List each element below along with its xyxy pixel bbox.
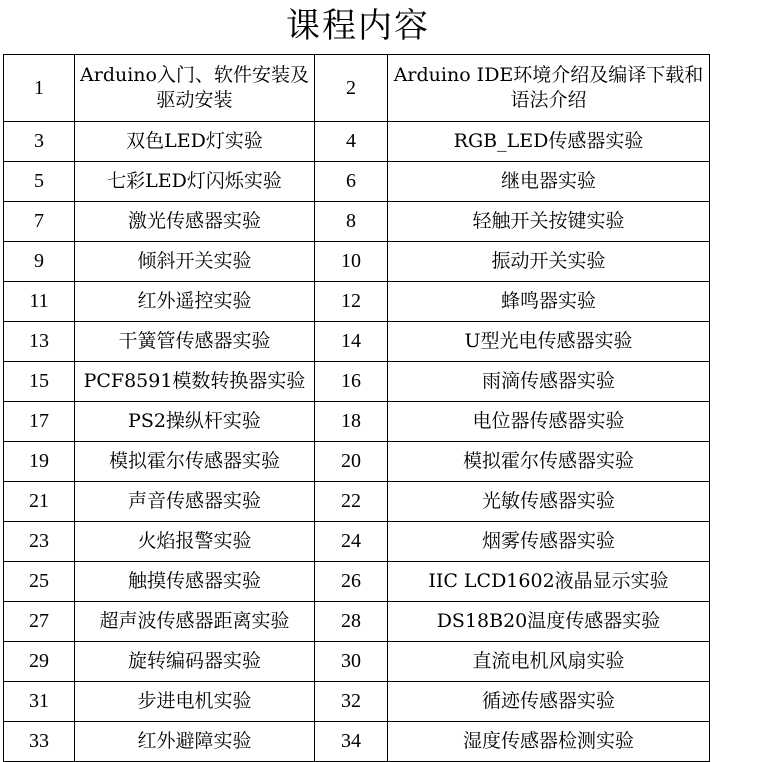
course-name-text: 蜂鸣器实验 bbox=[500, 290, 596, 312]
course-name bbox=[388, 322, 710, 362]
table-row bbox=[4, 442, 710, 482]
course-number: 34 bbox=[315, 722, 388, 762]
table-row bbox=[4, 722, 710, 762]
course-name-text: 倾斜开关实验 bbox=[137, 250, 252, 272]
table-row bbox=[4, 362, 710, 402]
course-number: 13 bbox=[4, 322, 75, 362]
course-name bbox=[75, 322, 315, 362]
course-name bbox=[388, 242, 710, 282]
course-number: 10 bbox=[315, 242, 388, 282]
course-name-text: 七彩LED灯闪烁实验 bbox=[107, 170, 282, 192]
table-row bbox=[4, 562, 710, 602]
course-name-text: 循迹传感器实验 bbox=[481, 690, 615, 712]
course-number: 5 bbox=[4, 162, 75, 202]
table-row bbox=[4, 522, 710, 562]
course-number: 27 bbox=[4, 602, 75, 642]
course-number: 7 bbox=[4, 202, 75, 242]
course-name-text: 步进电机实验 bbox=[137, 690, 252, 712]
course-number: 20 bbox=[315, 442, 388, 482]
course-name bbox=[388, 682, 710, 722]
table-row bbox=[4, 202, 710, 242]
course-number: 4 bbox=[315, 122, 388, 162]
course-name bbox=[388, 442, 710, 482]
table-row bbox=[4, 482, 710, 522]
course-number: 11 bbox=[4, 282, 75, 322]
course-name-text: 激光传感器实验 bbox=[127, 210, 261, 232]
course-name-text: 火焰报警实验 bbox=[137, 530, 252, 552]
course-name bbox=[75, 122, 315, 162]
course-name bbox=[388, 282, 710, 322]
course-name-text: 继电器实验 bbox=[500, 170, 596, 192]
course-name-text: 旋转编码器实验 bbox=[127, 650, 261, 672]
course-name bbox=[75, 642, 315, 682]
table-row bbox=[4, 322, 710, 362]
course-name-text: 光敏传感器实验 bbox=[481, 490, 615, 512]
course-name bbox=[388, 122, 710, 162]
course-name bbox=[75, 202, 315, 242]
course-name bbox=[388, 562, 710, 602]
course-number: 25 bbox=[4, 562, 75, 602]
table-row bbox=[4, 402, 710, 442]
course-name-text: 红外遥控实验 bbox=[137, 290, 252, 312]
course-name-text: 双色LED灯实验 bbox=[126, 130, 263, 152]
course-name-text: 振动开关实验 bbox=[491, 250, 606, 272]
course-name-text: DS18B20温度传感器实验 bbox=[436, 610, 661, 632]
course-name bbox=[75, 442, 315, 482]
course-name-text: PS2操纵杆实验 bbox=[128, 410, 261, 432]
course-name bbox=[75, 602, 315, 642]
course-name bbox=[75, 482, 315, 522]
course-name-text: 超声波传感器距离实验 bbox=[99, 610, 290, 632]
course-number: 15 bbox=[4, 362, 75, 402]
course-number: 22 bbox=[315, 482, 388, 522]
course-name-text: 红外避障实验 bbox=[137, 730, 252, 752]
course-name bbox=[75, 682, 315, 722]
course-name-text: Arduino IDE环境介绍及编译下载和语法介绍 bbox=[393, 64, 704, 111]
course-name bbox=[388, 162, 710, 202]
course-number: 9 bbox=[4, 242, 75, 282]
course-name bbox=[75, 562, 315, 602]
course-name-text: 轻触开关按键实验 bbox=[472, 210, 625, 232]
table-row bbox=[4, 55, 710, 122]
course-number: 14 bbox=[315, 322, 388, 362]
course-number: 29 bbox=[4, 642, 75, 682]
table-row bbox=[4, 122, 710, 162]
table-row bbox=[4, 682, 710, 722]
course-name-text: 烟雾传感器实验 bbox=[481, 530, 615, 552]
course-number: 23 bbox=[4, 522, 75, 562]
course-name bbox=[75, 362, 315, 402]
course-number: 26 bbox=[315, 562, 388, 602]
course-name-text: 声音传感器实验 bbox=[127, 490, 261, 512]
course-table-body bbox=[4, 55, 710, 762]
course-number: 24 bbox=[315, 522, 388, 562]
course-name bbox=[388, 722, 710, 762]
table-row bbox=[4, 642, 710, 682]
course-name bbox=[388, 402, 710, 442]
course-name-text: PCF8591模数转换器实验 bbox=[83, 370, 306, 392]
course-name-text: 电位器传感器实验 bbox=[472, 410, 625, 432]
course-number: 6 bbox=[315, 162, 388, 202]
table-row bbox=[4, 602, 710, 642]
course-name bbox=[75, 402, 315, 442]
course-number: 2 bbox=[315, 55, 388, 122]
course-number: 30 bbox=[315, 642, 388, 682]
course-name-text: 模拟霍尔传感器实验 bbox=[462, 450, 634, 472]
course-name bbox=[388, 55, 710, 122]
course-name bbox=[75, 242, 315, 282]
course-name bbox=[388, 642, 710, 682]
course-name bbox=[75, 162, 315, 202]
page-title: 课程内容 bbox=[286, 6, 430, 46]
course-number: 33 bbox=[4, 722, 75, 762]
course-name bbox=[75, 722, 315, 762]
course-number: 16 bbox=[315, 362, 388, 402]
course-number: 28 bbox=[315, 602, 388, 642]
course-name-text: IIC LCD1602液晶显示实验 bbox=[428, 570, 669, 592]
table-row bbox=[4, 242, 710, 282]
course-name-text: U型光电传感器实验 bbox=[464, 330, 633, 352]
course-name bbox=[75, 282, 315, 322]
course-number: 8 bbox=[315, 202, 388, 242]
course-name-text: RGB_LED传感器实验 bbox=[453, 130, 644, 152]
course-name bbox=[388, 602, 710, 642]
course-name bbox=[75, 55, 315, 122]
course-number: 1 bbox=[4, 55, 75, 122]
course-name-text: 直流电机风扇实验 bbox=[472, 650, 625, 672]
course-number: 17 bbox=[4, 402, 75, 442]
course-table bbox=[3, 54, 710, 762]
course-name-text: 模拟霍尔传感器实验 bbox=[108, 450, 280, 472]
course-name-text: 湿度传感器检测实验 bbox=[462, 730, 634, 752]
course-number: 31 bbox=[4, 682, 75, 722]
course-name-text: 干簧管传感器实验 bbox=[118, 330, 271, 352]
table-row bbox=[4, 282, 710, 322]
course-number: 21 bbox=[4, 482, 75, 522]
course-number: 32 bbox=[315, 682, 388, 722]
course-name-text: Arduino入门、软件安装及驱动安装 bbox=[80, 64, 309, 111]
course-name bbox=[75, 522, 315, 562]
course-name bbox=[388, 482, 710, 522]
table-row bbox=[4, 162, 710, 202]
course-number: 12 bbox=[315, 282, 388, 322]
course-number: 18 bbox=[315, 402, 388, 442]
course-name-text: 触摸传感器实验 bbox=[127, 570, 261, 592]
course-name bbox=[388, 202, 710, 242]
course-number: 19 bbox=[4, 442, 75, 482]
course-name bbox=[388, 522, 710, 562]
course-number: 3 bbox=[4, 122, 75, 162]
course-name-text: 雨滴传感器实验 bbox=[481, 370, 615, 392]
course-name bbox=[388, 362, 710, 402]
